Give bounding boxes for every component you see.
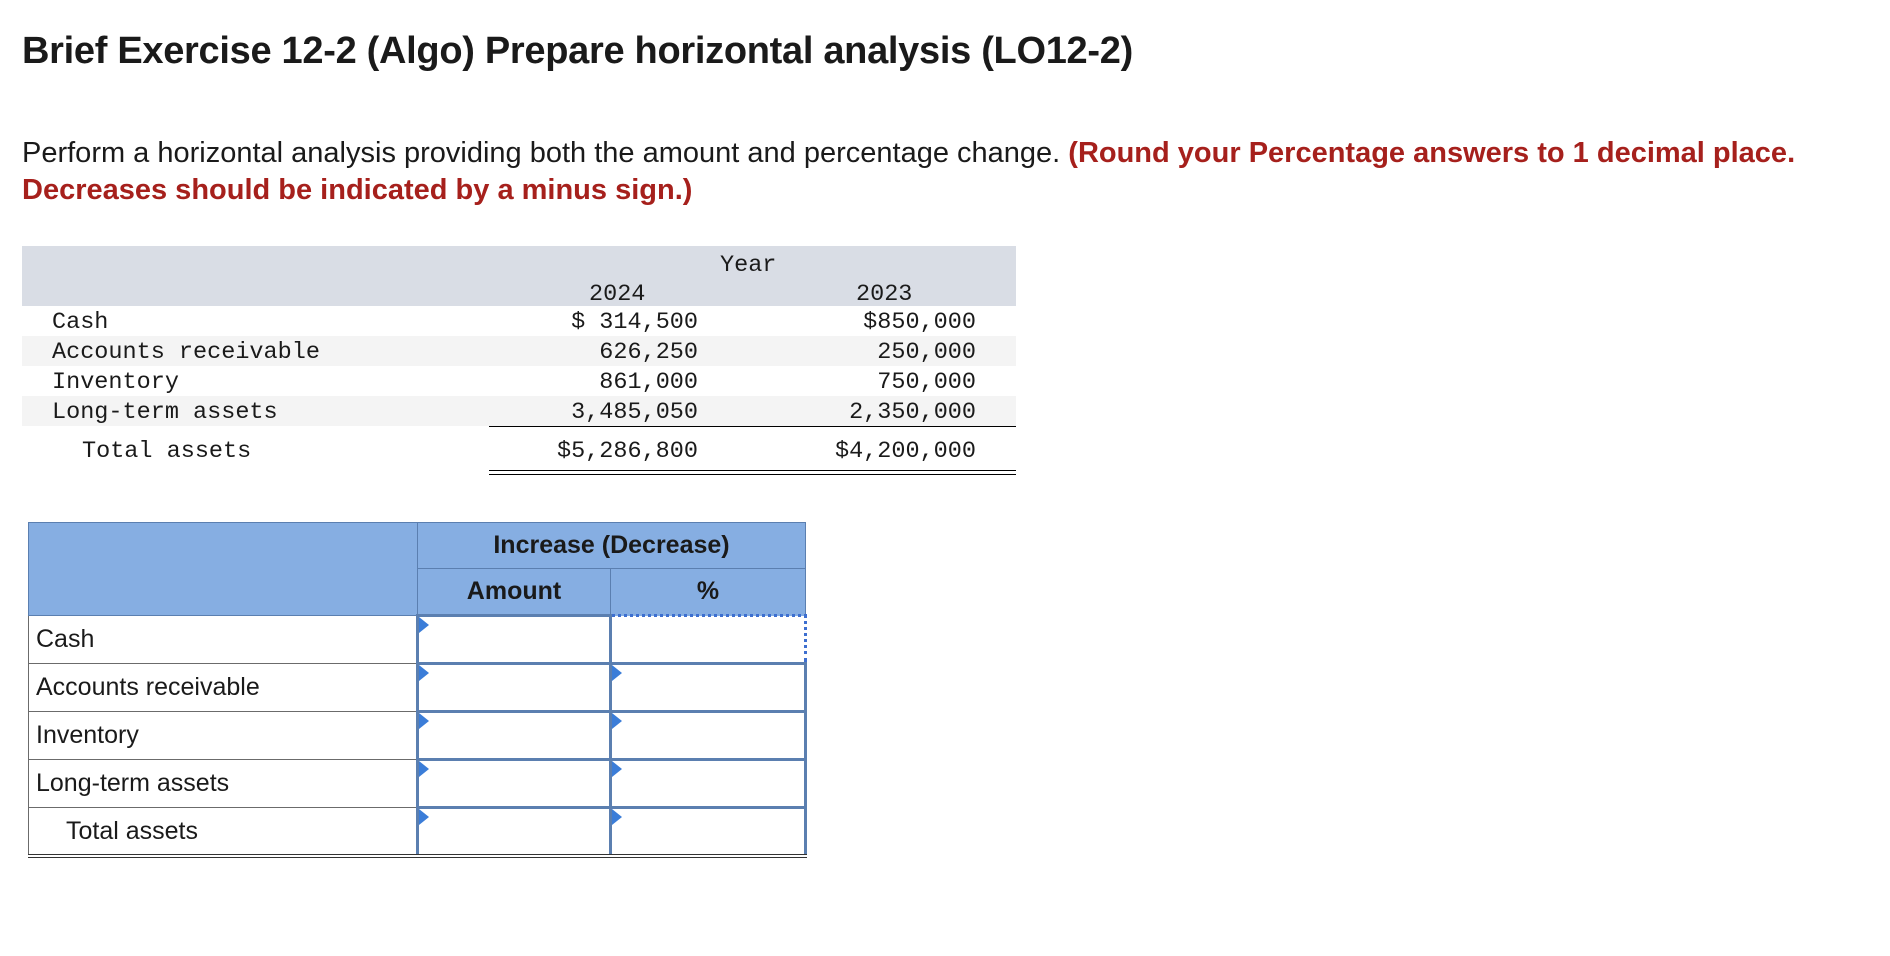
horizontal-analysis-answer-table (28, 522, 807, 858)
amount-header: Amount (418, 569, 611, 616)
input-flag-icon (419, 713, 429, 729)
row-label: Accounts receivable (29, 664, 418, 712)
input-flag-icon (612, 809, 622, 825)
amount-input-cell (418, 712, 611, 760)
value-2023: $4,200,000 (834, 438, 976, 465)
value-2024: 3,485,050 (571, 399, 698, 426)
input-flag-icon (419, 665, 429, 681)
amount-input-cell (418, 760, 611, 808)
row-label: Cash (52, 309, 109, 336)
percent-input-cell (611, 808, 806, 857)
row-label: Total assets (29, 808, 418, 857)
long-term-assets-amount-input[interactable] (419, 761, 609, 806)
value-2023: $850,000 (863, 309, 976, 336)
value-2023: 750,000 (877, 369, 976, 396)
given-data-table (22, 246, 1016, 470)
value-2023: 2,350,000 (849, 399, 976, 426)
value-2024: 626,250 (599, 339, 698, 366)
given-row-cash (22, 306, 1016, 336)
accounts-receivable-amount-input[interactable] (419, 665, 609, 710)
percent-input-cell (611, 616, 806, 664)
accounts-receivable-percent-input[interactable] (612, 665, 804, 710)
row-label: Long-term assets (52, 399, 278, 426)
input-flag-icon (419, 761, 429, 777)
answer-row-total-assets (29, 808, 806, 857)
given-row-inventory (22, 366, 1016, 396)
total-assets-percent-input[interactable] (612, 809, 804, 854)
percent-input-cell (611, 712, 806, 760)
row-label: Inventory (29, 712, 418, 760)
given-row-long-term-assets (22, 396, 1016, 426)
year-header: Year (720, 252, 777, 279)
percent-header: % (611, 569, 806, 616)
blank-header-cell (29, 523, 418, 616)
value-2024: $5,286,800 (556, 438, 698, 465)
answer-header-row (29, 523, 806, 569)
answer-row-long-term-assets (29, 760, 806, 808)
total-assets-amount-input[interactable] (419, 809, 609, 854)
input-flag-icon (419, 809, 429, 825)
long-term-assets-percent-input[interactable] (612, 761, 804, 806)
row-label: Total assets (82, 438, 252, 465)
input-flag-icon (612, 761, 622, 777)
answer-row-accounts-receivable (29, 664, 806, 712)
row-label: Long-term assets (29, 760, 418, 808)
given-table-header (22, 246, 1016, 306)
inventory-amount-input[interactable] (419, 713, 609, 758)
exercise-title: Brief Exercise 12-2 (Algo) Prepare horizontal analysis (LO12-2) (22, 30, 1133, 72)
value-2023: 250,000 (877, 339, 976, 366)
given-row-total-assets (22, 426, 1016, 470)
amount-input-cell (418, 664, 611, 712)
row-label: Cash (29, 616, 418, 664)
row-label: Accounts receivable (52, 339, 320, 366)
cash-amount-input[interactable] (419, 617, 609, 662)
input-flag-icon (612, 713, 622, 729)
value-2024: $ 314,500 (571, 309, 698, 336)
input-flag-icon (419, 617, 429, 633)
percent-input-cell (611, 664, 806, 712)
row-label: Inventory (52, 369, 179, 396)
amount-input-cell (418, 808, 611, 857)
given-row-accounts-receivable (22, 336, 1016, 366)
total-double-rule (489, 470, 1016, 475)
column-header-2024: 2024 (589, 281, 646, 308)
answer-row-inventory (29, 712, 806, 760)
instructions-text: Perform a horizontal analysis providing both the amount and percentage change. (22, 137, 1061, 169)
instructions (22, 135, 1842, 209)
inventory-percent-input[interactable] (612, 713, 804, 758)
value-2024: 861,000 (599, 369, 698, 396)
column-header-2023: 2023 (856, 281, 913, 308)
instructions-emphasis: (Round your Percentage answers to 1 decimal place. Decreases should be indicated by a minus sign.) (22, 137, 1796, 206)
amount-input-cell (418, 616, 611, 664)
increase-decrease-header: Increase (Decrease) (418, 523, 806, 569)
answer-row-cash (29, 616, 806, 664)
cash-percent-input[interactable] (612, 617, 804, 662)
percent-input-cell (611, 760, 806, 808)
input-flag-icon (612, 665, 622, 681)
subtotal-rule (489, 426, 1016, 427)
